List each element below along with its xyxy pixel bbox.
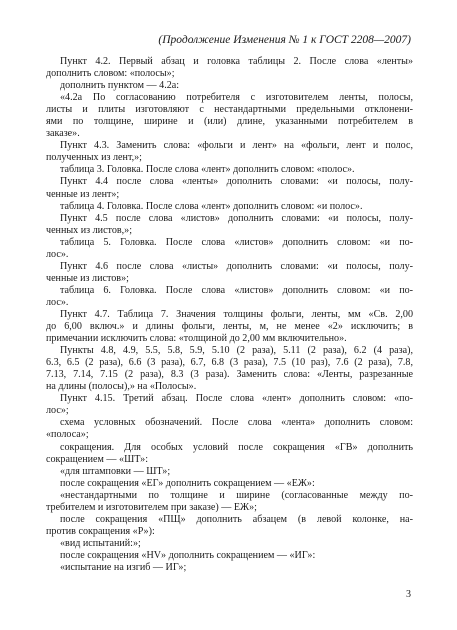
text-line: на длины (полосы),» на «Полосы». — [46, 381, 197, 393]
page-number: 3 — [406, 589, 411, 600]
text-line: «4.2а По согласованию потребителя с изготовителем ленты, полосы, — [60, 92, 413, 104]
text-line: Пункт 4.2. Первый абзац и головка таблицы 2. После слова «ленты» — [60, 56, 413, 67]
text-line: лос»; — [46, 405, 69, 417]
text-line: листы и плиты изготовляют с нестандартными предельными отклонени- — [46, 104, 413, 116]
text-line: полученных из лент,»; — [46, 152, 142, 164]
text-line: ченные из листов»; — [46, 272, 129, 284]
text-line: Пункт 4.15. Третий абзац. После слова «лент» дополнить словом: «по- — [60, 393, 413, 405]
text-line: таблица 5. Головка. После слова «листов» дополнить словом: «и по- — [60, 236, 413, 248]
text-line: Пункты 4.8, 4.9, 5.5, 5.8, 5.9, 5.10 (2 раза), 5.11 (2 раза), 6.2 (4 раза), — [60, 345, 413, 357]
text-line: ченные из лент»; — [46, 188, 120, 200]
text-line: лос». — [46, 248, 69, 260]
text-line: Пункт 4.7. Таблица 7. Значения толщины фольги, ленты, мм «Св. 2,00 — [60, 308, 413, 320]
text-line: таблица 3. Головка. После слова «лент» дополнить словом: «полос». — [60, 164, 355, 176]
text-line: лос». — [46, 296, 69, 308]
text-line: 7.13, 7.14, 7.15 (2 раза), 8.3 (3 раза). Заменить слова: «Ленты, разрезанные — [46, 369, 413, 381]
text-line: таблица 4. Головка. После слова «лент» дополнить словом: «и полос». — [60, 200, 363, 212]
text-line: Пункт 4.5 после слова «листов» дополнить словами: «и полосы, полу- — [60, 212, 413, 224]
text-line: сокращением — «ШТ»: — [46, 453, 149, 465]
text-line: Пункт 4.6 после слова «листы» дополнить словами: «и полосы, полу- — [60, 260, 413, 272]
text-line: после сокращения «ЕГ» дополнить сокращением — «ЕЖ»: — [60, 477, 315, 489]
text-line: примечании исключить слова: «толщиной до 2,00 мм включительно». — [46, 333, 347, 345]
text-line: 6.3, 6.5 (2 раза), 6.6 (3 раза), 6.7, 6.8 (3 раза), 7.5 (10 раз), 7.6 (2 раза), 7.8, — [46, 357, 413, 369]
text-line: ями по толщине, ширине и (или) длине, указанными потребителем в — [46, 116, 413, 128]
text-line: «нестандартными по толщине и ширине (согласованные между по- — [60, 489, 413, 501]
text-line: «вид испытаний:»; — [60, 537, 141, 549]
text-line: Пункт 4.3. Заменить слова: «фольги и лент» на «фольги, лент и полос, — [60, 140, 413, 152]
text-line: заказе». — [46, 128, 80, 140]
text-line: дополнить словом: «полосы»; — [46, 68, 175, 80]
text-line: «для штамповки — ШТ»; — [60, 465, 171, 477]
text-line: против сокращения «Р»): — [46, 525, 155, 537]
text-line: требителем и изготовителем при заказе) — ЕЖ»; — [46, 501, 257, 513]
text-line: до 6,00 включ.» и длины фольги, ленты, м, не менее «2» исключить; в — [46, 321, 413, 333]
text-line: дополнить пунктом — 4.2а: — [60, 80, 180, 92]
text-line: «полоса»; — [46, 429, 89, 441]
text-line: после сокращения «ПЩ» дополнить абзацем (в левой колонке, на- — [60, 513, 413, 525]
text-line: схема условных обозначений. После слова «лента» дополнить словом: — [60, 417, 413, 429]
text-line: сокращения. Для особых условий после сокращения «ГВ» дополнить — [60, 441, 413, 453]
text-line: «испытание на изгиб — ИГ»; — [60, 561, 187, 573]
text-line: ченных из листов,»; — [46, 224, 133, 236]
document-body — [46, 56, 413, 574]
text-line: после сокращения «HV» дополнить сокращением — «ИГ»: — [60, 549, 316, 561]
text-line: Пункт 4.4 после слова «ленты» дополнить словами: «и полосы, полу- — [60, 176, 413, 188]
text-line: таблица 6. Головка. После слова «листов» дополнить словом: «и по- — [60, 284, 413, 296]
running-header: (Продолжение Изменения № 1 к ГОСТ 2208—2007) — [158, 34, 411, 46]
